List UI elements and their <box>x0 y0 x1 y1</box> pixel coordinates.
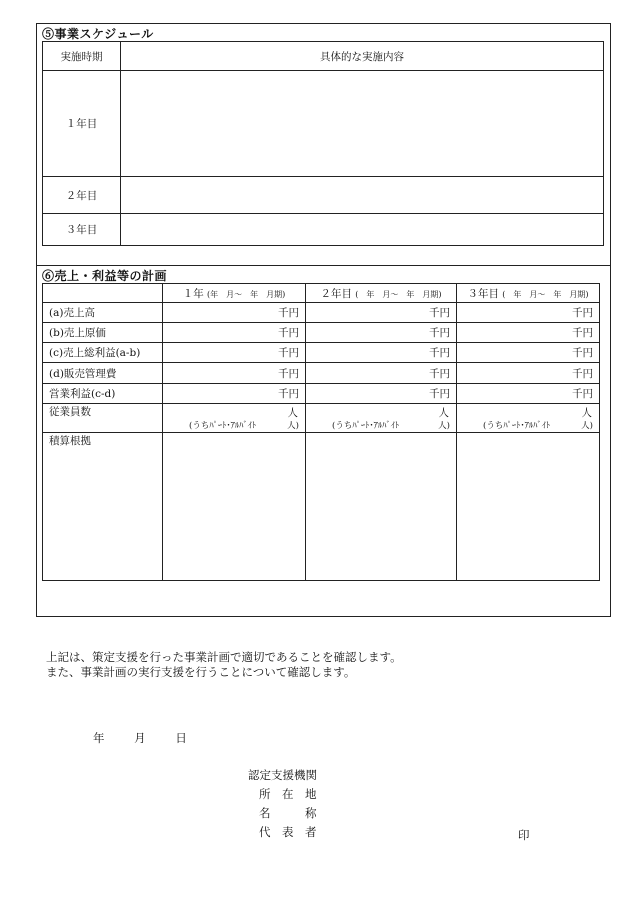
employees-cell[interactable]: 人 (うちﾊﾟｰﾄ･ｱﾙﾊﾞｲﾄ 人) <box>457 404 600 433</box>
plan-year-header: １年 (年 月～ 年 月期) <box>163 284 306 303</box>
plan-value-cell[interactable]: 千円 <box>457 343 600 363</box>
date-month: 月 <box>134 731 146 745</box>
support-org-block <box>248 766 317 842</box>
plan-corner-cell <box>43 284 163 303</box>
employees-cell[interactable]: 人 (うちﾊﾟｰﾄ･ｱﾙﾊﾞｲﾄ 人) <box>163 404 306 433</box>
plan-row-label: (b)売上原価 <box>43 323 163 343</box>
confirmation-statement: 上記は、策定支援を行った事業計画で適切であることを確認します。 また、事業計画の実行支援を行うことについて確認します。 <box>46 650 402 679</box>
plan-value-cell[interactable]: 千円 <box>457 384 600 404</box>
plan-value-cell[interactable]: 千円 <box>306 343 457 363</box>
date-line <box>93 730 213 746</box>
section-divider <box>37 265 610 266</box>
basis-cell[interactable] <box>457 433 600 581</box>
date-day: 日 <box>175 731 187 745</box>
schedule-content-cell[interactable] <box>121 214 604 246</box>
plan-row-label: 営業利益(c-d) <box>43 384 163 404</box>
schedule-col-period: 実施時期 <box>43 42 121 71</box>
schedule-content-cell[interactable] <box>121 177 604 214</box>
plan-value-cell[interactable]: 千円 <box>457 323 600 343</box>
plan-value-cell[interactable]: 千円 <box>306 323 457 343</box>
schedule-row-label: １年目 <box>43 71 121 177</box>
employees-label: 従業員数 <box>43 404 163 433</box>
plan-row-label: (a)売上高 <box>43 303 163 323</box>
basis-cell[interactable] <box>163 433 306 581</box>
schedule-col-content: 具体的な実施内容 <box>121 42 604 71</box>
plan-value-cell[interactable]: 千円 <box>306 384 457 404</box>
form-frame <box>36 23 611 617</box>
plan-value-cell[interactable]: 千円 <box>163 363 306 384</box>
date-year: 年 <box>93 731 105 745</box>
plan-row-label: (c)売上総利益(a-b) <box>43 343 163 363</box>
org-rep-label: 代 表 者 <box>259 825 317 839</box>
plan-value-cell[interactable]: 千円 <box>163 323 306 343</box>
plan-value-cell[interactable]: 千円 <box>306 303 457 323</box>
org-title: 認定支援機関 <box>248 768 317 782</box>
schedule-title: ⑤事業スケジュール <box>42 27 154 41</box>
seal-mark: 印 <box>518 828 530 842</box>
plan-value-cell[interactable]: 千円 <box>457 363 600 384</box>
schedule-row-label: ２年目 <box>43 177 121 214</box>
plan-value-cell[interactable]: 千円 <box>163 303 306 323</box>
schedule-content-cell[interactable] <box>121 71 604 177</box>
plan-value-cell[interactable]: 千円 <box>163 384 306 404</box>
plan-value-cell[interactable]: 千円 <box>163 343 306 363</box>
org-name-label: 名 称 <box>259 806 317 820</box>
plan-value-cell[interactable]: 千円 <box>457 303 600 323</box>
schedule-row-label: ３年目 <box>43 214 121 246</box>
schedule-table <box>42 41 604 246</box>
plan-year-header: ２年目 ( 年 月～ 年 月期) <box>306 284 457 303</box>
plan-title: ⑥売上・利益等の計画 <box>42 269 168 283</box>
plan-year-header: ３年目 ( 年 月～ 年 月期) <box>457 284 600 303</box>
plan-row-label: (d)販売管理費 <box>43 363 163 384</box>
org-address-label: 所 在 地 <box>259 787 317 801</box>
plan-value-cell[interactable]: 千円 <box>306 363 457 384</box>
plan-table <box>42 283 600 581</box>
basis-label: 積算根拠 <box>43 433 163 581</box>
employees-cell[interactable]: 人 (うちﾊﾟｰﾄ･ｱﾙﾊﾞｲﾄ 人) <box>306 404 457 433</box>
basis-cell[interactable] <box>306 433 457 581</box>
